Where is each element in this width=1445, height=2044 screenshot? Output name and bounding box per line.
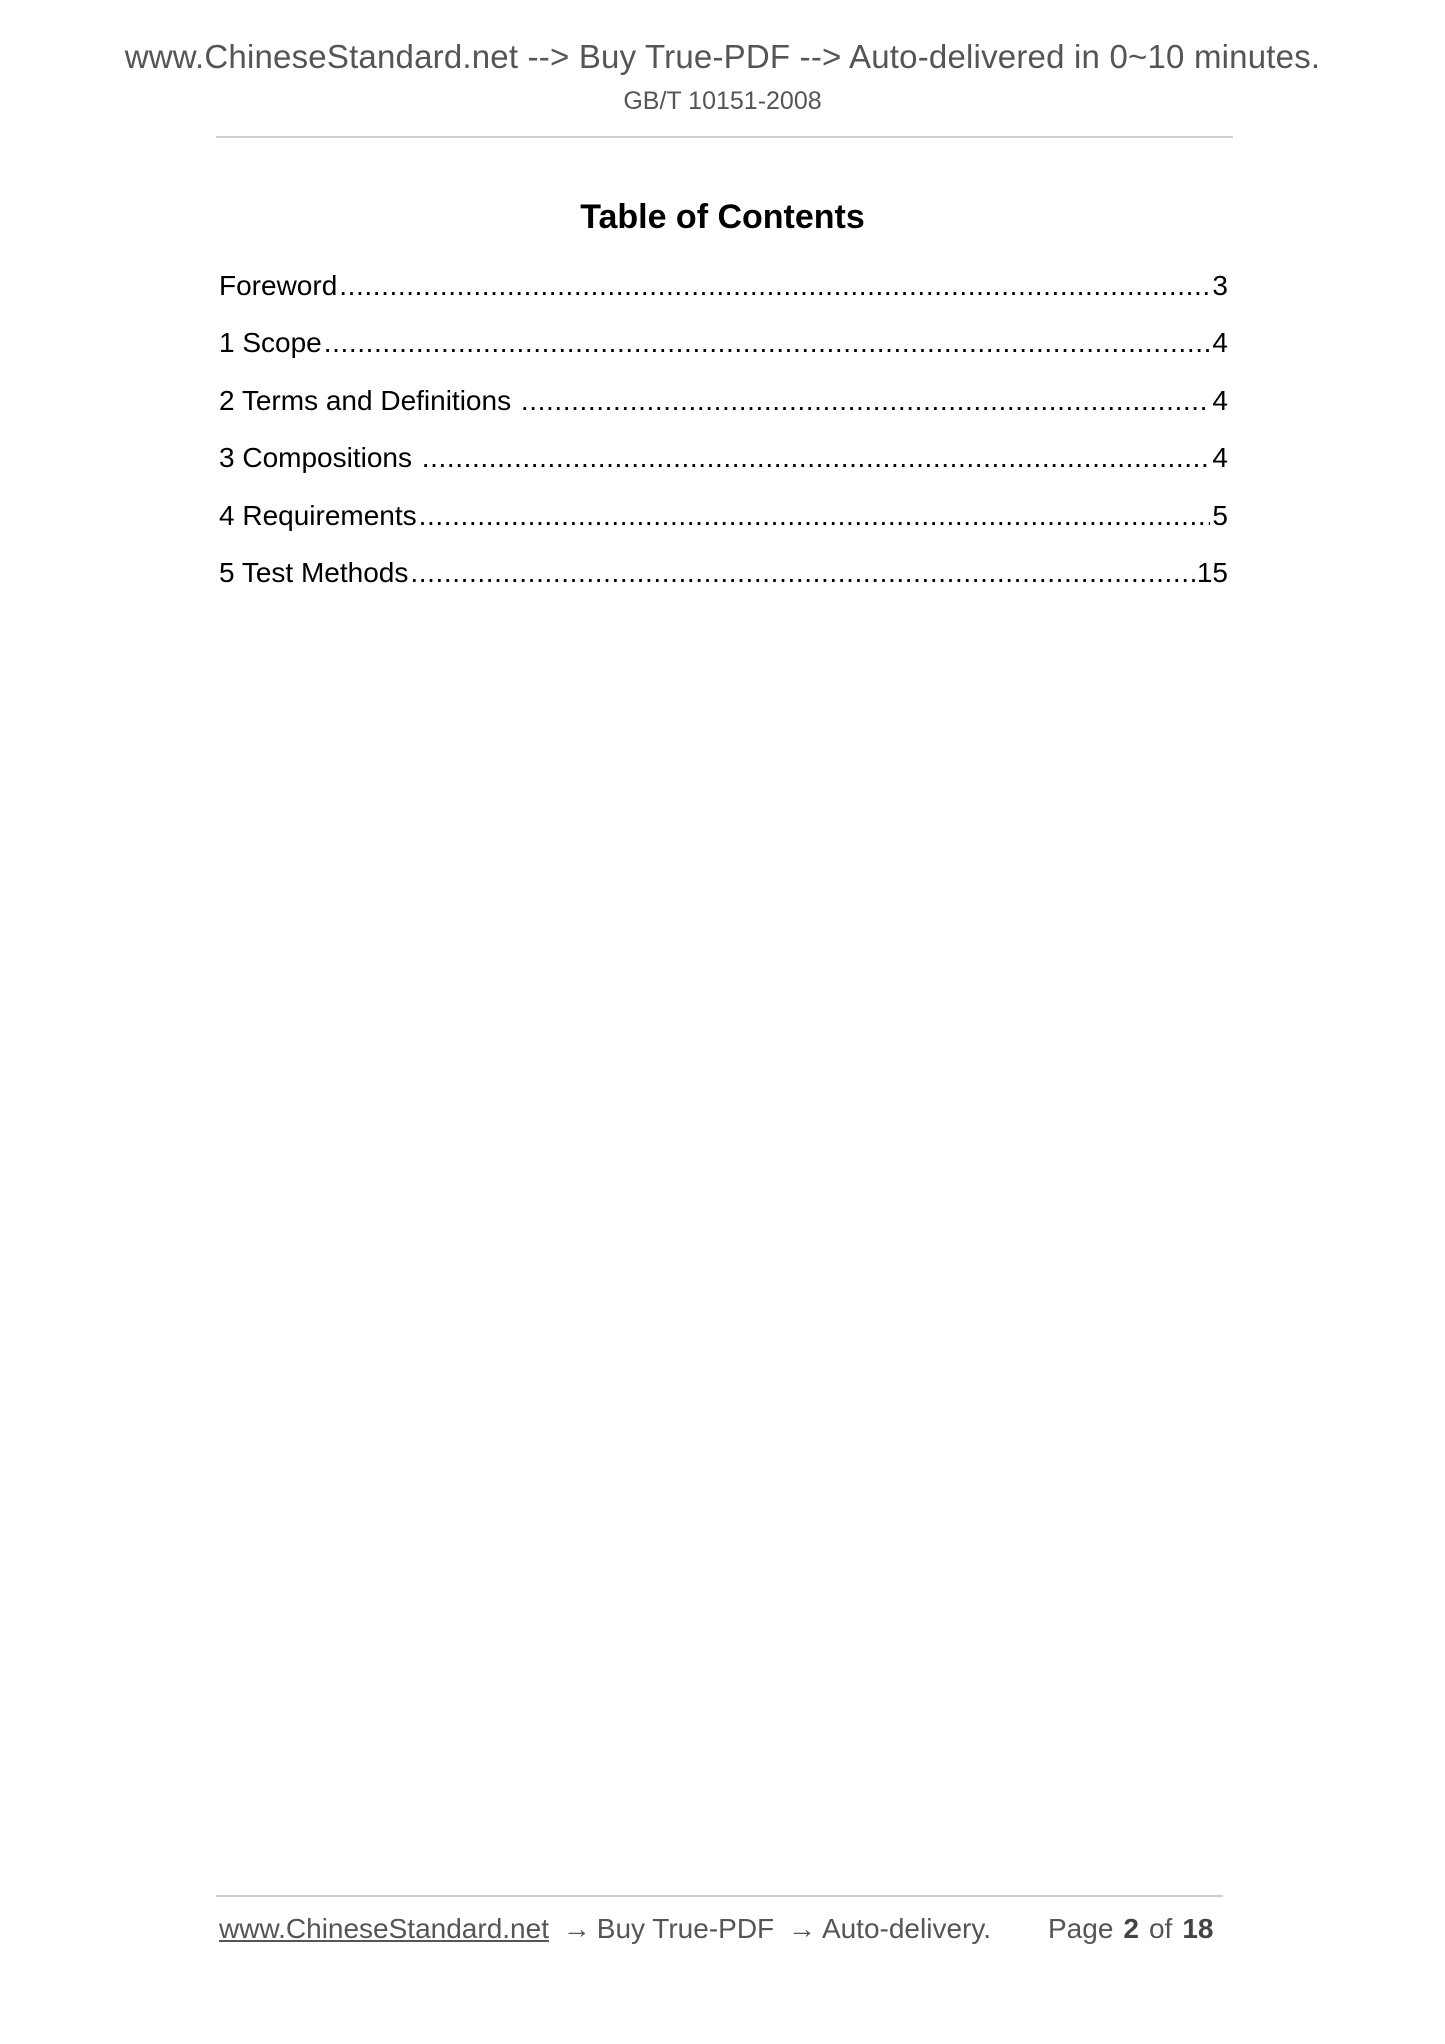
toc-leader-dots: [324, 323, 1211, 363]
toc-entry-requirements[interactable]: [219, 496, 1228, 553]
site-link[interactable]: www.ChineseStandard.net: [219, 1913, 549, 1944]
of-word: of: [1148, 1913, 1173, 1944]
arrow-right-icon: →: [562, 1913, 591, 1944]
toc-entry-page: 4: [1212, 327, 1228, 359]
toc-leader-dots: [339, 266, 1210, 306]
toc-entry-page: 4: [1212, 384, 1228, 416]
toc-leader-dots: [422, 438, 1211, 478]
toc-entry-scope[interactable]: [219, 323, 1228, 380]
toc-entry-page: 4: [1212, 442, 1228, 474]
toc-leader-dots: [419, 496, 1211, 536]
toc-entry-page: 3: [1212, 270, 1228, 301]
total-pages-number: 18: [1182, 1913, 1214, 1944]
toc-entry-label: Foreword: [219, 270, 338, 301]
toc-entry-label: 1 Scope: [219, 327, 322, 359]
toc-entry-page: 5: [1212, 499, 1228, 531]
page-indicator: [1048, 1913, 1214, 1945]
page-word: Page: [1048, 1913, 1114, 1944]
delivery-text: Auto-delivery.: [821, 1913, 992, 1944]
toc-entry-label: 4 Requirements: [219, 499, 417, 531]
toc-leader-dots: [410, 553, 1194, 593]
toc-title: Table of Contents: [580, 198, 865, 236]
toc-entry-label: 2 Terms and Definitions: [219, 384, 519, 416]
standard-code: GB/T 10151-2008: [623, 87, 822, 115]
header-banner: www.ChineseStandard.net --> Buy True-PDF --> Auto-delivered in 0~10 minutes.: [124, 38, 1321, 75]
toc-leader-dots: [521, 381, 1211, 421]
toc-list: [219, 266, 1228, 610]
arrow-right-icon: →: [787, 1913, 816, 1944]
current-page-number: 2: [1123, 1913, 1139, 1944]
toc-entry-page: 15: [1196, 556, 1228, 588]
buy-text: Buy True-PDF: [596, 1913, 775, 1944]
footer-promo: [219, 1913, 991, 1945]
toc-entry-test-methods[interactable]: [219, 553, 1228, 610]
toc-entry-label: 5 Test Methods: [219, 556, 409, 588]
toc-entry-foreword[interactable]: [219, 266, 1228, 323]
footer-divider: [216, 1895, 1223, 1897]
header-divider: [216, 136, 1233, 138]
toc-entry-compositions[interactable]: [219, 438, 1228, 495]
toc-entry-terms[interactable]: [219, 381, 1228, 438]
toc-entry-label: 3 Compositions: [219, 442, 420, 474]
